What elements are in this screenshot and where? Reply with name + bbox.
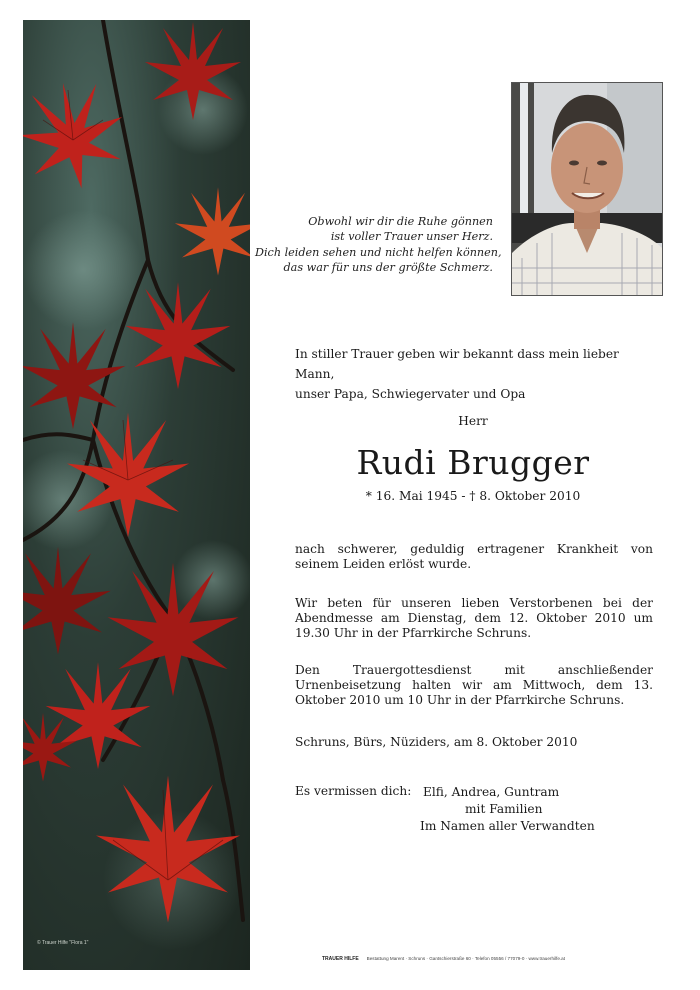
mourners-line-3: Im Namen aller Verwandten [420,819,595,833]
evening-mass-paragraph: Wir beten für unseren lieben Verstorbenen bei der Abendmesse am Dienstag, dem 12. Oktober 2010 um 19.30 Uhr in der Pfarrkirche Schruns. [295,596,653,641]
mourners-label: Es vermissen dich: [295,784,412,798]
poem-line: das war für uns der größte Schmerz. [283,260,493,274]
funeral-service-paragraph: Den Trauergottesdienst mit anschließender Urnenbeisetzung halten wir am Mittwoch, dem 13. Oktober 2010 um 10 Uhr in der Pfarrkirche Schruns. [295,663,653,708]
portrait-illustration [512,83,662,295]
intro-line-1: In stiller Trauer geben wir bekannt dass mein lieber Mann, [295,347,619,381]
mourners-list [420,784,595,835]
poem-line: Dich leiden sehen und nicht helfen können, [255,245,502,259]
mourners-line-1: Elfi, Andrea, Guntram [423,785,560,799]
memorial-poem [255,214,502,275]
deceased-name: Rudi Brugger [356,443,590,482]
portrait-photo [511,82,663,296]
maple-leaves-image [23,20,250,970]
photo-credit: © Trauer Hilfe "Flora 1" [37,940,89,946]
publisher-brand: TRAUER HILFE [322,956,359,962]
poem-line: Obwohl wir dir die Ruhe gönnen [308,215,493,228]
illness-paragraph: nach schwerer, geduldig ertragener Krankheit von seinem Leiden erlöst wurde. [295,542,653,572]
publisher-footer [322,956,565,962]
maple-leaves-illustration [23,20,250,970]
deceased-title: Herr [458,414,488,428]
mourners-line-2: mit Familien [465,802,543,816]
intro-line-2: unser Papa, Schwiegervater und Opa [295,387,526,401]
place-and-date: Schruns, Bürs, Nüziders, am 8. Oktober 2010 [295,735,578,749]
publisher-details: Bestattung Marent · Schruns · Gantschierstraße 60 · Telefon 05556 / 77079-0 · www.trauerhilfe.at [366,956,565,961]
announcement-intro [295,344,655,404]
life-dates: * 16. Mai 1945 - † 8. Oktober 2010 [365,489,581,503]
poem-line: ist voller Trauer unser Herz. [330,230,493,244]
